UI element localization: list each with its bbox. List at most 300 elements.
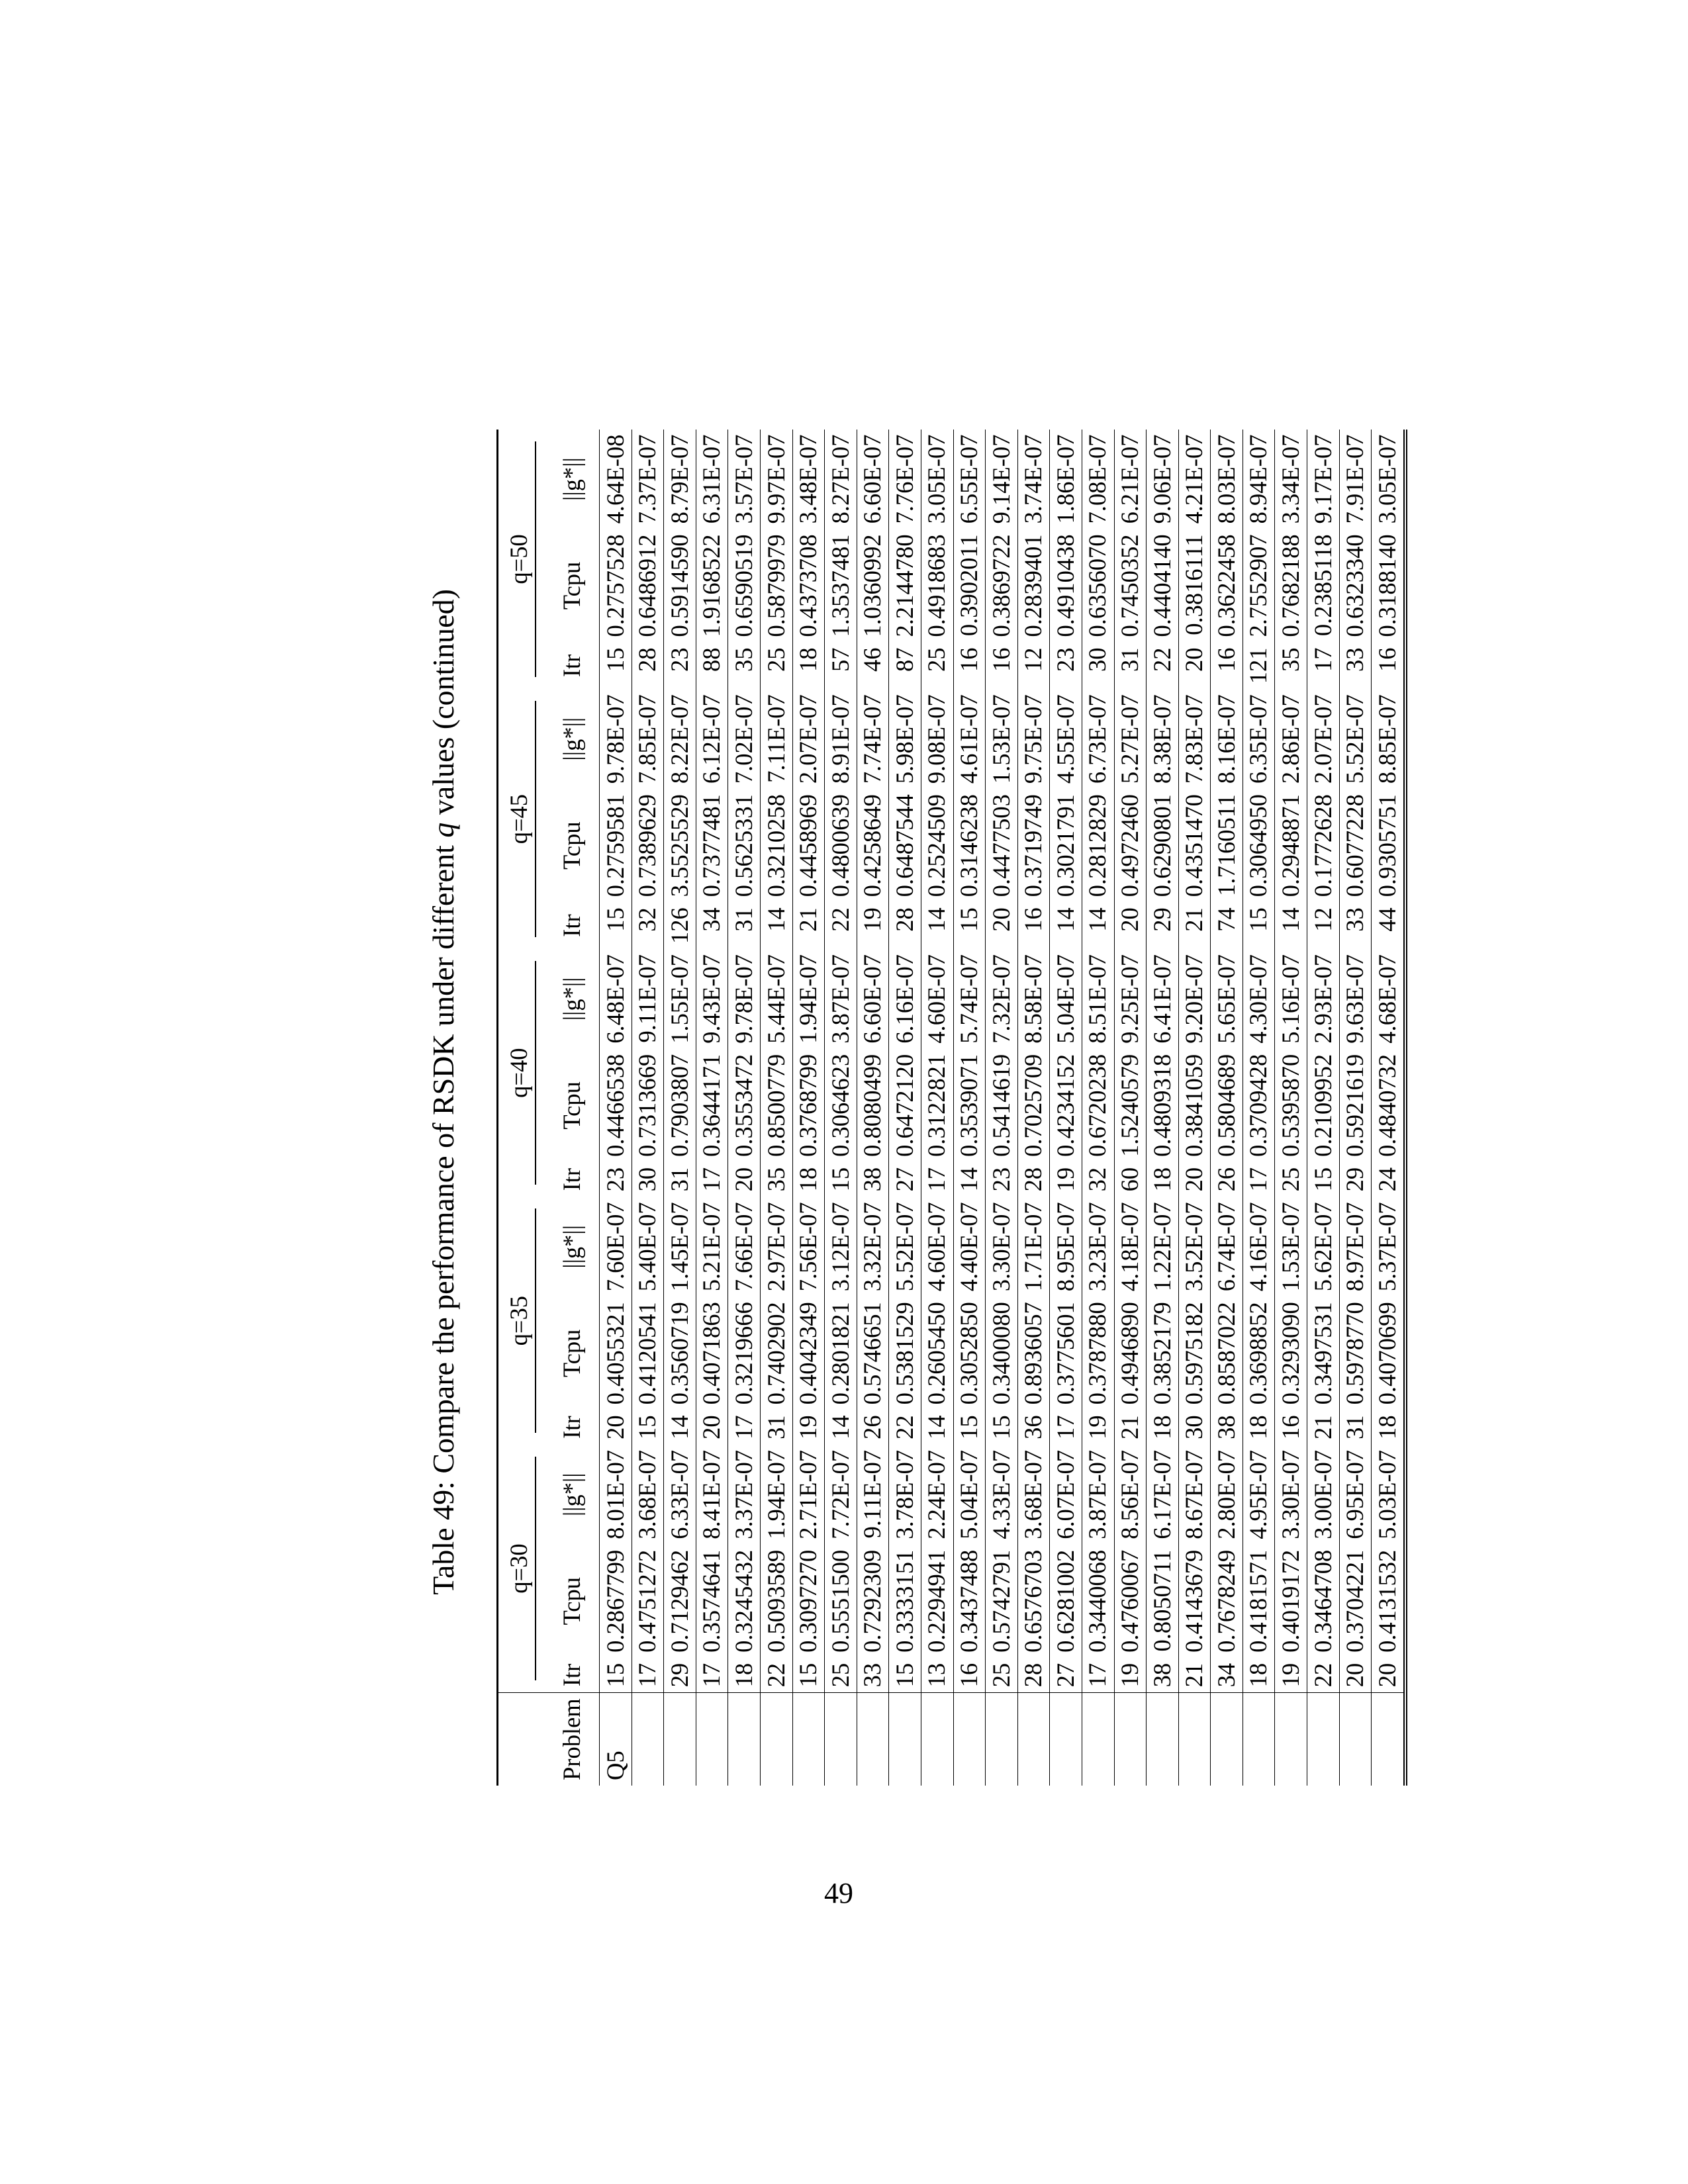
q30-tcpu-cell: 0.4131532 xyxy=(1373,1549,1401,1653)
q50-tcpu-cell: 0.6486912 xyxy=(633,534,661,637)
q35-itr-cell: 15 xyxy=(633,1415,661,1439)
q35-itr-cell: 17 xyxy=(729,1415,757,1439)
q40-tcpu-cell: 0.5804689 xyxy=(1212,1054,1240,1157)
q45-itr-cell: 28 xyxy=(890,907,918,932)
table-caption xyxy=(424,364,463,1820)
q45-tcpu-cell: 0.4477503 xyxy=(987,794,1015,897)
q50-gnorm-cell: 6.21E-07 xyxy=(1116,434,1144,524)
q40-itr-cell: 14 xyxy=(955,1167,983,1192)
q40-itr-cell: 15 xyxy=(1309,1167,1336,1192)
q35-tcpu-cell: 0.5381529 xyxy=(890,1302,918,1405)
q40-tcpu-cell: 1.5240579 xyxy=(1116,1054,1144,1157)
q50-tcpu-cell: 0.6590519 xyxy=(729,534,757,637)
q50-gnorm-cell: 3.05E-07 xyxy=(923,434,951,524)
q50-tcpu-cell: 2.2144780 xyxy=(890,534,918,637)
q35-itr-cell: 20 xyxy=(698,1415,726,1439)
q35-gnorm-cell: 7.66E-07 xyxy=(729,1202,757,1292)
q35-itr-cell: 18 xyxy=(1373,1415,1401,1439)
q35-gnorm-cell: 4.60E-07 xyxy=(923,1202,951,1292)
q50-gnorm-cell: 8.03E-07 xyxy=(1212,434,1240,524)
q50-tcpu-cell: 0.3622458 xyxy=(1212,534,1240,637)
q30-tcpu-cell: 0.4143679 xyxy=(1180,1549,1208,1653)
q50-itr-cell: 35 xyxy=(729,647,757,672)
q40-tcpu-cell: 0.3539071 xyxy=(955,1054,983,1157)
q45-itr-cell: 16 xyxy=(1019,907,1047,932)
q35-gnorm-cell: 4.40E-07 xyxy=(955,1202,983,1292)
q30-gnorm-cell: 2.24E-07 xyxy=(923,1449,951,1539)
q40-itr-cell: 31 xyxy=(665,1167,693,1192)
q40-gnorm-cell: 4.30E-07 xyxy=(1244,954,1272,1044)
problem-cell xyxy=(664,1693,696,1786)
q35-gnorm-cell: 3.12E-07 xyxy=(826,1202,854,1292)
q50-gnorm-cell: 8.27E-07 xyxy=(826,434,854,524)
q40-tcpu-cell: 0.7025709 xyxy=(1019,1054,1047,1157)
group-header-row xyxy=(498,430,545,1786)
q35-itr-cell: 18 xyxy=(1148,1415,1176,1439)
q50-gnorm-cell: 8.79E-07 xyxy=(665,434,693,524)
q30-itr-cell: 19 xyxy=(1277,1662,1305,1688)
q40-gnorm-cell: 9.25E-07 xyxy=(1116,954,1144,1044)
problem-cell xyxy=(857,1693,889,1786)
q30-itr-cell: 22 xyxy=(1309,1662,1336,1688)
q50-itr-cell: 31 xyxy=(1116,647,1144,672)
q45-gnorm-cell: 4.55E-07 xyxy=(1051,694,1079,784)
q45-tcpu-cell: 0.6290801 xyxy=(1148,794,1176,897)
q45-gnorm-cell: 7.74E-07 xyxy=(859,694,886,784)
q45-tcpu-cell: 0.3719749 xyxy=(1019,794,1047,897)
q35-itr-cell: 17 xyxy=(1051,1415,1079,1439)
q50-gnorm-cell: 9.06E-07 xyxy=(1148,434,1176,524)
q35-itr-cell: 38 xyxy=(1212,1415,1240,1439)
table-row xyxy=(825,430,857,1786)
q45-itr-cell: 34 xyxy=(698,907,726,932)
q50-tcpu-cell: 0.7682188 xyxy=(1277,534,1305,637)
q35-tcpu-cell: 0.3400080 xyxy=(987,1302,1015,1405)
q35-tcpu-cell: 0.4071863 xyxy=(698,1302,726,1405)
q35-itr-cell: 21 xyxy=(1116,1415,1144,1439)
caption-variable: q xyxy=(426,822,460,838)
problem-cell xyxy=(728,1693,761,1786)
q45-gnorm-cell: 7.83E-07 xyxy=(1180,694,1208,784)
q50-tcpu-cell: 0.2385118 xyxy=(1309,534,1336,637)
q40-tcpu-cell: 0.3122821 xyxy=(923,1054,951,1157)
q35-itr-cell: 36 xyxy=(1019,1415,1047,1439)
header-itr: Itr xyxy=(557,654,585,678)
q40-itr-cell: 25 xyxy=(1277,1167,1305,1192)
q40-gnorm-cell: 5.44E-07 xyxy=(762,954,790,1044)
group-header-q50: q=50 xyxy=(498,430,545,690)
results-table xyxy=(496,430,1407,1786)
q45-gnorm-cell: 6.73E-07 xyxy=(1084,694,1111,784)
q45-tcpu-cell: 0.4351470 xyxy=(1180,794,1208,897)
q35-gnorm-cell: 6.74E-07 xyxy=(1212,1202,1240,1292)
q30-itr-cell: 15 xyxy=(890,1662,918,1688)
problem-cell xyxy=(986,1693,1018,1786)
problem-cell xyxy=(1211,1693,1243,1786)
group-header-q30: q=30 xyxy=(498,1445,545,1693)
q45-itr-cell: 15 xyxy=(1244,907,1272,932)
q30-tcpu-cell: 0.5093589 xyxy=(762,1549,790,1653)
header-gnorm: ||g*|| xyxy=(557,1473,585,1517)
table-row xyxy=(1275,430,1307,1786)
q35-gnorm-cell: 8.97E-07 xyxy=(1341,1202,1369,1292)
problem-cell xyxy=(1372,1693,1405,1786)
q45-gnorm-cell: 9.08E-07 xyxy=(923,694,951,784)
q35-tcpu-cell: 0.2605450 xyxy=(923,1302,951,1405)
q50-itr-cell: 46 xyxy=(859,647,886,672)
q40-gnorm-cell: 9.11E-07 xyxy=(633,954,661,1043)
q45-tcpu-cell: 0.2524509 xyxy=(923,794,951,897)
q35-itr-cell: 14 xyxy=(923,1415,951,1439)
q35-tcpu-cell: 0.2801821 xyxy=(826,1302,854,1405)
q35-tcpu-cell: 0.4055321 xyxy=(601,1302,629,1405)
q40-tcpu-cell: 0.4840732 xyxy=(1373,1054,1401,1157)
q40-tcpu-cell: 0.8080499 xyxy=(859,1054,886,1157)
problem-cell xyxy=(1017,1693,1050,1786)
q40-tcpu-cell: 0.5414619 xyxy=(987,1054,1015,1157)
header-tcpu: Tcpu xyxy=(557,1577,585,1625)
q40-itr-cell: 38 xyxy=(859,1167,886,1192)
problem-cell xyxy=(1275,1693,1307,1786)
q50-gnorm-cell: 3.05E-07 xyxy=(1373,434,1401,524)
q35-gnorm-cell: 4.16E-07 xyxy=(1244,1202,1272,1292)
problem-cell xyxy=(1114,1693,1147,1786)
q30-gnorm-cell: 2.71E-07 xyxy=(794,1449,822,1539)
q35-gnorm-cell: 5.21E-07 xyxy=(698,1202,726,1292)
q45-itr-cell: 31 xyxy=(729,907,757,932)
q35-tcpu-cell: 0.3560719 xyxy=(665,1302,693,1405)
q45-tcpu-cell: 0.3064950 xyxy=(1244,794,1272,897)
q45-gnorm-cell: 6.35E-07 xyxy=(1244,694,1272,784)
q45-gnorm-cell: 5.27E-07 xyxy=(1116,694,1144,784)
q35-gnorm-cell: 4.18E-07 xyxy=(1116,1202,1144,1292)
header-tcpu: Tcpu xyxy=(557,821,585,870)
q50-tcpu-cell: 0.2839401 xyxy=(1019,534,1047,637)
q50-itr-cell: 57 xyxy=(826,647,854,672)
q35-gnorm-cell: 2.97E-07 xyxy=(762,1202,790,1292)
q45-tcpu-cell: 0.4458969 xyxy=(794,794,822,897)
q35-gnorm-cell: 3.32E-07 xyxy=(859,1202,886,1292)
q30-itr-cell: 38 xyxy=(1148,1662,1176,1688)
q30-tcpu-cell: 0.4760067 xyxy=(1116,1549,1144,1653)
q50-itr-cell: 18 xyxy=(794,647,822,672)
table-body xyxy=(600,430,1405,1786)
q45-tcpu-cell: 0.5625331 xyxy=(729,794,757,897)
q35-gnorm-cell: 3.52E-07 xyxy=(1180,1202,1208,1292)
table-row xyxy=(1211,430,1243,1786)
q45-itr-cell: 21 xyxy=(1180,907,1208,932)
q30-tcpu-cell: 0.5742791 xyxy=(987,1549,1015,1653)
q45-itr-cell: 19 xyxy=(859,907,886,932)
q30-gnorm-cell: 3.87E-07 xyxy=(1084,1449,1111,1539)
q30-gnorm-cell: 6.17E-07 xyxy=(1148,1449,1176,1539)
q30-gnorm-cell: 3.68E-07 xyxy=(633,1449,661,1539)
q35-itr-cell: 21 xyxy=(1309,1415,1336,1439)
table-row xyxy=(1082,430,1114,1786)
q50-tcpu-cell: 1.0360992 xyxy=(859,534,886,637)
q30-gnorm-cell: 3.37E-07 xyxy=(729,1449,757,1539)
q30-itr-cell: 28 xyxy=(1019,1662,1047,1688)
q50-itr-cell: 23 xyxy=(665,647,693,672)
q30-itr-cell: 25 xyxy=(987,1662,1015,1688)
q30-tcpu-cell: 0.2294941 xyxy=(923,1549,951,1653)
q40-tcpu-cell: 0.5395870 xyxy=(1277,1054,1305,1157)
q35-tcpu-cell: 0.8587022 xyxy=(1212,1302,1240,1405)
table-row xyxy=(1050,430,1082,1786)
q50-gnorm-cell: 6.55E-07 xyxy=(955,434,983,524)
q30-itr-cell: 33 xyxy=(859,1662,886,1688)
q40-itr-cell: 17 xyxy=(923,1167,951,1192)
q45-gnorm-cell: 8.22E-07 xyxy=(665,694,693,784)
q50-gnorm-cell: 4.64E-08 xyxy=(601,434,629,524)
q40-gnorm-cell: 5.16E-07 xyxy=(1277,954,1305,1044)
q45-tcpu-cell: 0.1772628 xyxy=(1309,794,1336,897)
q35-tcpu-cell: 0.5975182 xyxy=(1180,1302,1208,1405)
q40-gnorm-cell: 5.65E-07 xyxy=(1212,954,1240,1044)
q40-itr-cell: 27 xyxy=(890,1167,918,1192)
q45-gnorm-cell: 2.07E-07 xyxy=(794,694,822,784)
q50-gnorm-cell: 3.74E-07 xyxy=(1019,434,1047,524)
q30-gnorm-cell: 1.94E-07 xyxy=(762,1449,790,1539)
problem-cell: Q5 xyxy=(600,1693,632,1786)
q35-gnorm-cell: 5.37E-07 xyxy=(1373,1202,1401,1292)
q50-gnorm-cell: 4.21E-07 xyxy=(1180,434,1208,524)
q45-itr-cell: 15 xyxy=(955,907,983,932)
q40-itr-cell: 15 xyxy=(826,1167,854,1192)
q45-gnorm-cell: 5.98E-07 xyxy=(890,694,918,784)
header-itr: Itr xyxy=(557,1167,585,1191)
q30-gnorm-cell: 3.68E-07 xyxy=(1019,1449,1047,1539)
q45-itr-cell: 29 xyxy=(1148,907,1176,932)
q50-tcpu-cell: 0.3902011 xyxy=(955,534,983,637)
q45-gnorm-cell: 2.07E-07 xyxy=(1309,694,1336,784)
q35-gnorm-cell: 8.95E-07 xyxy=(1051,1202,1079,1292)
q30-gnorm-cell: 6.33E-07 xyxy=(665,1449,693,1539)
q45-itr-cell: 33 xyxy=(1341,907,1369,932)
q50-tcpu-cell: 1.3537481 xyxy=(826,534,854,637)
problem-cell xyxy=(921,1693,953,1786)
q35-itr-cell: 19 xyxy=(1084,1415,1111,1439)
q30-itr-cell: 22 xyxy=(762,1662,790,1688)
group-header-q45: q=45 xyxy=(498,689,545,949)
header-gnorm: ||g*|| xyxy=(557,1224,585,1269)
q30-gnorm-cell: 8.41E-07 xyxy=(698,1449,726,1539)
q45-gnorm-cell: 9.75E-07 xyxy=(1019,694,1047,784)
problem-cell xyxy=(953,1693,986,1786)
header-itr: Itr xyxy=(557,1663,585,1687)
q35-tcpu-cell: 0.3787880 xyxy=(1084,1302,1111,1405)
problem-cell xyxy=(696,1693,728,1786)
q35-tcpu-cell: 0.3852179 xyxy=(1148,1302,1176,1405)
q45-tcpu-cell: 3.5525529 xyxy=(665,794,693,897)
q50-gnorm-cell: 9.14E-07 xyxy=(987,434,1015,524)
q45-itr-cell: 126 xyxy=(665,907,693,944)
caption-suffix: values (continued) xyxy=(426,589,460,823)
q40-gnorm-cell: 4.60E-07 xyxy=(923,954,951,1044)
q40-tcpu-cell: 0.2109952 xyxy=(1309,1054,1336,1157)
q50-itr-cell: 25 xyxy=(762,647,790,672)
q30-tcpu-cell: 0.3437488 xyxy=(955,1549,983,1653)
q30-tcpu-cell: 0.3097270 xyxy=(794,1549,822,1653)
q50-itr-cell: 12 xyxy=(1019,647,1047,672)
table-row xyxy=(1243,430,1275,1786)
q50-tcpu-cell: 0.7450352 xyxy=(1116,534,1144,637)
q45-tcpu-cell: 0.6077228 xyxy=(1341,794,1369,897)
q40-gnorm-cell: 9.63E-07 xyxy=(1341,954,1369,1044)
q40-gnorm-cell: 1.94E-07 xyxy=(794,954,822,1044)
rotated-table-container xyxy=(424,364,1401,1820)
q40-itr-cell: 24 xyxy=(1373,1167,1401,1192)
q35-gnorm-cell: 3.23E-07 xyxy=(1084,1202,1111,1292)
q50-itr-cell: 16 xyxy=(955,647,983,672)
q35-itr-cell: 20 xyxy=(601,1415,629,1439)
q45-itr-cell: 12 xyxy=(1309,907,1336,932)
q30-tcpu-cell: 0.4751272 xyxy=(633,1549,661,1653)
q40-itr-cell: 23 xyxy=(987,1167,1015,1192)
q50-tcpu-cell: 0.2757528 xyxy=(601,534,629,637)
q30-itr-cell: 15 xyxy=(794,1662,822,1688)
group-header-q40: q=40 xyxy=(498,949,545,1197)
table-row xyxy=(921,430,953,1786)
q40-gnorm-cell: 4.68E-07 xyxy=(1373,954,1401,1044)
q35-itr-cell: 14 xyxy=(826,1415,854,1439)
q45-tcpu-cell: 0.3146238 xyxy=(955,794,983,897)
q50-gnorm-cell: 6.31E-07 xyxy=(698,434,726,524)
q45-gnorm-cell: 8.16E-07 xyxy=(1212,694,1240,784)
q30-tcpu-cell: 0.2867799 xyxy=(601,1549,629,1653)
table-row xyxy=(889,430,921,1786)
q50-tcpu-cell: 0.4404140 xyxy=(1148,534,1176,637)
q35-tcpu-cell: 0.3219666 xyxy=(729,1302,757,1405)
q30-gnorm-cell: 2.80E-07 xyxy=(1212,1449,1240,1539)
table-row xyxy=(696,430,728,1786)
header-tcpu: Tcpu xyxy=(557,1081,585,1130)
q45-itr-cell: 74 xyxy=(1212,907,1240,932)
q50-gnorm-cell: 7.91E-07 xyxy=(1341,434,1369,524)
q35-tcpu-cell: 0.3698852 xyxy=(1244,1302,1272,1405)
q50-tcpu-cell: 0.3869722 xyxy=(987,534,1015,637)
q30-tcpu-cell: 0.3704221 xyxy=(1341,1549,1369,1653)
q45-itr-cell: 32 xyxy=(633,907,661,932)
q50-itr-cell: 35 xyxy=(1277,647,1305,672)
q50-itr-cell: 20 xyxy=(1180,647,1208,672)
q30-tcpu-cell: 0.3440068 xyxy=(1084,1549,1111,1653)
q50-gnorm-cell: 7.08E-07 xyxy=(1084,434,1111,524)
problem-cell xyxy=(1307,1693,1340,1786)
q50-tcpu-cell: 0.4918683 xyxy=(923,534,951,637)
q30-itr-cell: 29 xyxy=(665,1662,693,1688)
q30-tcpu-cell: 0.4181571 xyxy=(1244,1549,1272,1653)
q30-itr-cell: 18 xyxy=(729,1662,757,1688)
q40-gnorm-cell: 8.58E-07 xyxy=(1019,954,1047,1044)
q45-itr-cell: 20 xyxy=(987,907,1015,932)
header-gnorm: ||g*|| xyxy=(557,977,585,1021)
table-row xyxy=(953,430,986,1786)
q30-itr-cell: 34 xyxy=(1212,1662,1240,1688)
q45-tcpu-cell: 0.4800639 xyxy=(826,794,854,897)
q35-itr-cell: 30 xyxy=(1180,1415,1208,1439)
q30-tcpu-cell: 0.3245432 xyxy=(729,1549,757,1653)
q40-tcpu-cell: 0.6720238 xyxy=(1084,1054,1111,1157)
q30-itr-cell: 17 xyxy=(698,1662,726,1688)
q40-gnorm-cell: 7.32E-07 xyxy=(987,954,1015,1044)
header-problem: Problem xyxy=(545,1693,600,1786)
q30-tcpu-cell: 0.6281002 xyxy=(1051,1549,1079,1653)
q50-tcpu-cell: 0.3816111 xyxy=(1180,534,1208,635)
q30-itr-cell: 18 xyxy=(1244,1662,1272,1688)
q40-tcpu-cell: 0.3644171 xyxy=(698,1054,726,1157)
table-row xyxy=(1307,430,1340,1786)
q30-itr-cell: 17 xyxy=(1084,1662,1111,1688)
q35-gnorm-cell: 3.30E-07 xyxy=(987,1202,1015,1292)
q35-itr-cell: 18 xyxy=(1244,1415,1272,1439)
q35-gnorm-cell: 5.40E-07 xyxy=(633,1202,661,1292)
q30-gnorm-cell: 6.95E-07 xyxy=(1341,1449,1369,1539)
q40-gnorm-cell: 9.20E-07 xyxy=(1180,954,1208,1044)
q30-tcpu-cell: 0.7129462 xyxy=(665,1549,693,1653)
problem-cell xyxy=(792,1693,825,1786)
q35-tcpu-cell: 0.3497531 xyxy=(1309,1302,1336,1405)
q40-tcpu-cell: 0.7903807 xyxy=(665,1054,693,1157)
q40-tcpu-cell: 0.3768799 xyxy=(794,1054,822,1157)
q40-tcpu-cell: 0.3064623 xyxy=(826,1054,854,1157)
table-row xyxy=(664,430,696,1786)
q50-tcpu-cell: 0.5879979 xyxy=(762,534,790,637)
q30-gnorm-cell: 8.56E-07 xyxy=(1116,1449,1144,1539)
table-row xyxy=(1017,430,1050,1786)
q40-itr-cell: 30 xyxy=(633,1167,661,1192)
q45-tcpu-cell: 0.2812829 xyxy=(1084,794,1111,897)
q45-tcpu-cell: 0.2948871 xyxy=(1277,794,1305,897)
q45-itr-cell: 21 xyxy=(794,907,822,932)
q35-itr-cell: 19 xyxy=(794,1415,822,1439)
q45-itr-cell: 22 xyxy=(826,907,854,932)
header-gnorm: ||g*|| xyxy=(557,717,585,761)
q30-itr-cell: 25 xyxy=(826,1662,854,1688)
q30-itr-cell: 20 xyxy=(1341,1662,1369,1688)
q45-tcpu-cell: 0.4972460 xyxy=(1116,794,1144,897)
header-gnorm: ||g*|| xyxy=(557,457,585,501)
q40-gnorm-cell: 6.48E-07 xyxy=(601,954,629,1044)
q30-tcpu-cell: 0.7292309 xyxy=(859,1549,886,1653)
q45-gnorm-cell: 9.78E-07 xyxy=(601,694,629,784)
q35-itr-cell: 31 xyxy=(762,1415,790,1439)
q45-itr-cell: 20 xyxy=(1116,907,1144,932)
q35-gnorm-cell: 5.62E-07 xyxy=(1309,1202,1336,1292)
q30-tcpu-cell: 0.6576703 xyxy=(1019,1549,1047,1653)
table-row xyxy=(1372,430,1405,1786)
q40-gnorm-cell: 2.93E-07 xyxy=(1309,954,1336,1044)
table-row xyxy=(1147,430,1179,1786)
q50-gnorm-cell: 3.48E-07 xyxy=(794,434,822,524)
q35-gnorm-cell: 1.22E-07 xyxy=(1148,1202,1176,1292)
q50-gnorm-cell: 8.94E-07 xyxy=(1244,434,1272,524)
q50-itr-cell: 87 xyxy=(890,647,918,672)
q50-itr-cell: 22 xyxy=(1148,647,1176,672)
q45-gnorm-cell: 8.91E-07 xyxy=(826,694,854,784)
q50-itr-cell: 23 xyxy=(1051,647,1079,672)
q40-tcpu-cell: 0.3709428 xyxy=(1244,1054,1272,1157)
q50-tcpu-cell: 0.4910438 xyxy=(1051,534,1079,637)
table-row xyxy=(1178,430,1211,1786)
sub-header-row xyxy=(545,430,600,1786)
q50-itr-cell: 88 xyxy=(698,647,726,672)
q45-gnorm-cell: 7.85E-07 xyxy=(633,694,661,784)
q40-itr-cell: 35 xyxy=(762,1167,790,1192)
q50-tcpu-cell: 1.9168522 xyxy=(698,534,726,637)
q50-itr-cell: 16 xyxy=(987,647,1015,672)
q30-gnorm-cell: 8.01E-07 xyxy=(601,1449,629,1539)
